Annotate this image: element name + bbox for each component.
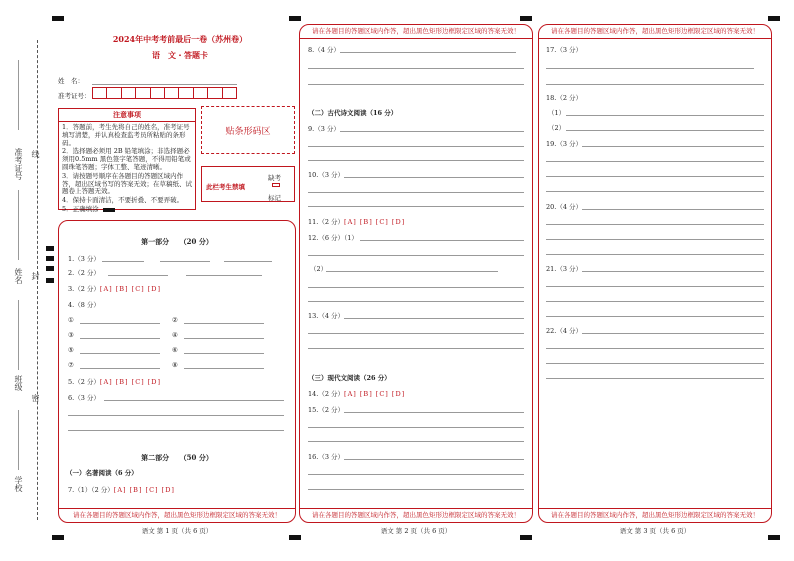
binding-line bbox=[37, 40, 38, 520]
q16-label: 16.（3 分） bbox=[308, 453, 345, 461]
q9-line-1[interactable] bbox=[340, 131, 524, 132]
q4-line-6[interactable] bbox=[184, 353, 264, 354]
q10-line-2[interactable] bbox=[308, 192, 524, 193]
q20-label: 20.（4 分） bbox=[546, 203, 583, 211]
q4-circ-6: ⑥ bbox=[172, 346, 178, 354]
q12-line-1[interactable] bbox=[360, 240, 524, 241]
q15-line-3[interactable] bbox=[308, 441, 524, 442]
page-subtitle: 语 文・答题卡 bbox=[152, 50, 208, 60]
q13-label: 13.（4 分） bbox=[308, 312, 345, 320]
q4-label: 4.（8 分） bbox=[68, 301, 100, 309]
q8-line-1[interactable] bbox=[340, 52, 516, 53]
q10-label: 10.（3 分） bbox=[308, 171, 345, 179]
sec1-title: （一）名著阅读（6 分） bbox=[66, 469, 138, 477]
side-exam-no: 准考证号 bbox=[14, 148, 23, 180]
q18a-line[interactable] bbox=[566, 115, 764, 116]
q4-line-8[interactable] bbox=[184, 368, 264, 369]
page3-warning-top: 请在各题目的答题区域内作答，超出黑色矩形边框限定区域的答案无效！ bbox=[551, 27, 759, 35]
q22-line-2[interactable] bbox=[546, 348, 764, 349]
q19-label: 19.（3 分） bbox=[546, 140, 583, 148]
q19-line-1[interactable] bbox=[582, 146, 764, 147]
side-secret: 密 bbox=[31, 394, 40, 402]
q12-label: 12.（6 分）（1） bbox=[308, 234, 358, 242]
q1-label: 1.（3 分） bbox=[68, 255, 100, 263]
q4-line-7[interactable] bbox=[80, 368, 160, 369]
q15-label: 15.（2 分） bbox=[308, 406, 345, 414]
page2-warning-bottom: 请在各题目的答题区域内作答，超出黑色矩形边框限定区域的答案无效！ bbox=[312, 511, 520, 519]
q2-line-2[interactable] bbox=[186, 275, 262, 276]
q15-line-2[interactable] bbox=[308, 427, 524, 428]
q2-label: 2.（2 分） bbox=[68, 269, 100, 277]
q12-line-2[interactable] bbox=[308, 255, 524, 256]
name-label: 姓 名： bbox=[58, 77, 84, 85]
page2-warning-top: 请在各题目的答题区域内作答，超出黑色矩形边框限定区域的答案无效！ bbox=[312, 27, 520, 35]
absent-box bbox=[201, 166, 295, 202]
q21-line-4[interactable] bbox=[546, 316, 764, 317]
page1-answer-panel bbox=[58, 220, 296, 523]
side-mark-4 bbox=[46, 278, 54, 283]
q6-label: 6.（3 分） bbox=[68, 394, 100, 402]
q12b-label: （2） bbox=[310, 265, 328, 273]
q22-line-3[interactable] bbox=[546, 363, 764, 364]
q6-line-3[interactable] bbox=[68, 430, 284, 431]
q6-line-1[interactable] bbox=[104, 400, 284, 401]
q13-line-2[interactable] bbox=[308, 333, 524, 334]
q3-choices[interactable]: [A] [B] [C] [D] bbox=[99, 285, 162, 293]
q5-choices[interactable]: [A] [B] [C] [D] bbox=[99, 378, 162, 386]
q18b-line[interactable] bbox=[566, 130, 764, 131]
absent-label: 此栏考生禁填 bbox=[206, 183, 245, 191]
q4-line-2[interactable] bbox=[184, 323, 264, 324]
page1-footer: 语文 第 1 页（共 6 页） bbox=[141, 527, 213, 535]
q4-circ-8: ⑧ bbox=[172, 361, 178, 369]
q18-label: 18.（2 分） bbox=[546, 94, 583, 102]
q6-line-2[interactable] bbox=[68, 415, 284, 416]
q4-line-3[interactable] bbox=[80, 338, 160, 339]
q12-line-3[interactable] bbox=[326, 271, 498, 272]
q21-label: 21.（3 分） bbox=[546, 265, 583, 273]
q1-line-1[interactable] bbox=[102, 261, 144, 262]
page1-warn-top bbox=[58, 508, 296, 509]
q22-line-1[interactable] bbox=[582, 333, 764, 334]
q15-line-1[interactable] bbox=[344, 412, 524, 413]
corner-mark-tc1 bbox=[289, 16, 301, 21]
side-mark-1 bbox=[46, 246, 54, 251]
q4-circ-1: ① bbox=[68, 316, 74, 324]
side-name: 姓名 bbox=[14, 268, 23, 284]
q4-line-1[interactable] bbox=[80, 323, 160, 324]
q4-circ-7: ⑦ bbox=[68, 361, 74, 369]
exam-no-boxes[interactable] bbox=[92, 87, 237, 99]
q1-line-3[interactable] bbox=[224, 261, 272, 262]
q20-line-3[interactable] bbox=[546, 239, 764, 240]
q17-label: 17.（3 分） bbox=[546, 46, 583, 54]
q4-circ-3: ③ bbox=[68, 331, 74, 339]
q12-line-4[interactable] bbox=[308, 287, 524, 288]
q2-line-1[interactable] bbox=[108, 275, 168, 276]
notice-item-2: 2．选择题必须用 2B 铅笔填涂；非选择题必须用0.5mm 黑色签字笔答题，不得用铅笔或圆珠笔答题；字体工整、笔迹清晰。 bbox=[62, 147, 191, 171]
notice-box bbox=[58, 108, 196, 213]
notice-item-3: 3．请按题号顺序在各题目的答题区域内作答，超出区域书写的答案无效；在草稿纸、试题卷上答题无效。 bbox=[62, 171, 192, 196]
side-class: 班级 bbox=[14, 375, 23, 391]
q3-label: 3.（2 分）[A] [B] [C] [D] bbox=[68, 285, 162, 293]
absent-checkbox[interactable] bbox=[272, 183, 280, 187]
fill-sample bbox=[103, 208, 115, 212]
q12-line-5[interactable] bbox=[308, 301, 524, 302]
q18a-label: （1） bbox=[548, 109, 566, 117]
side-line: 线 bbox=[31, 150, 40, 158]
q4-circ-5: ⑤ bbox=[68, 346, 74, 354]
q9-line-2[interactable] bbox=[308, 146, 524, 147]
q17-line-2[interactable] bbox=[546, 84, 764, 85]
corner-mark-tr bbox=[768, 16, 780, 21]
name-field[interactable] bbox=[92, 84, 237, 85]
q21-line-2[interactable] bbox=[546, 286, 764, 287]
q9-label: 9.（3 分） bbox=[308, 125, 340, 133]
q4-line-5[interactable] bbox=[80, 353, 160, 354]
page2-answer-panel bbox=[299, 24, 533, 523]
absent-top: 缺考 bbox=[268, 174, 281, 182]
q19-line-2[interactable] bbox=[546, 161, 764, 162]
q19-line-3[interactable] bbox=[546, 176, 764, 177]
corner-mark-tl bbox=[52, 16, 64, 21]
q19-line-4[interactable] bbox=[546, 191, 764, 192]
q13-line-3[interactable] bbox=[308, 348, 524, 349]
q16-line-1[interactable] bbox=[344, 459, 524, 460]
exam-no-label: 准考证号： bbox=[58, 92, 91, 100]
page2-footer: 语文 第 2 页（共 6 页） bbox=[380, 527, 452, 535]
q20-line-1[interactable] bbox=[582, 209, 764, 210]
page-title: 2024年中考考前最后一卷（苏州卷） bbox=[112, 34, 248, 44]
q9-line-3[interactable] bbox=[308, 160, 524, 161]
q11-label: 11.（2 分）[A] [B] [C] [D] bbox=[308, 218, 406, 226]
q1-line-2[interactable] bbox=[160, 261, 210, 262]
q7-label: 7.（1）（2 分）[A] [B] [C] [D] bbox=[68, 486, 175, 494]
notice-item-5: 5．正确填涂 bbox=[62, 204, 99, 213]
q10-line-3[interactable] bbox=[308, 206, 524, 207]
part2-title: 第二部分 （50 分） bbox=[141, 453, 213, 462]
corner-mark-tc2 bbox=[520, 16, 532, 21]
q14-label: 14.（2 分）[A] [B] [C] [D] bbox=[308, 390, 406, 398]
q4-circ-4: ④ bbox=[172, 331, 178, 339]
q5-label: 5.（2 分）[A] [B] [C] [D] bbox=[68, 378, 162, 386]
page1-warning: 请在各题目的答题区域内作答，超出黑色矩形边框限定区域的答案无效！ bbox=[73, 511, 281, 519]
q16-line-2[interactable] bbox=[308, 474, 524, 475]
notice-item-1: 1．答题前，考生先将自己的姓名，准考证号填写清楚，并认真检查监考员所粘贴的条形码。 bbox=[62, 123, 190, 147]
notice-item-4: 4．保持卡面清洁，不要折叠、不要弄破。 bbox=[62, 196, 184, 205]
q8-line-3[interactable] bbox=[308, 84, 524, 85]
q18b-label: （2） bbox=[548, 124, 566, 132]
part1-title: 第一部分 （20 分） bbox=[141, 237, 213, 246]
side-school: 学校 bbox=[14, 476, 23, 492]
q20-line-2[interactable] bbox=[546, 224, 764, 225]
side-mark-2 bbox=[46, 256, 54, 261]
sec3-title: （三）现代文阅读（26 分） bbox=[308, 374, 391, 382]
q8-label: 8.（4 分） bbox=[308, 46, 340, 54]
q10-line-1[interactable] bbox=[344, 177, 524, 178]
page3-warning-bottom: 请在各题目的答题区域内作答，超出黑色矩形边框限定区域的答案无效！ bbox=[551, 511, 759, 519]
q22-line-4[interactable] bbox=[546, 378, 764, 379]
sec2-title: （二）古代诗文阅读（16 分） bbox=[308, 109, 398, 117]
q22-label: 22.（4 分） bbox=[546, 327, 583, 335]
q21-line-3[interactable] bbox=[546, 301, 764, 302]
q11-choices[interactable]: [A] [B] [C] [D] bbox=[344, 218, 406, 226]
q8-line-2[interactable] bbox=[308, 68, 524, 69]
side-mark-3 bbox=[46, 266, 54, 271]
notice-heading: 注意事项 bbox=[59, 109, 195, 122]
side-seal: 封 bbox=[31, 272, 40, 280]
q21-line-1[interactable] bbox=[582, 271, 764, 272]
q16-line-3[interactable] bbox=[308, 489, 524, 490]
q4-circ-2: ② bbox=[172, 316, 178, 324]
barcode-area: 贴条形码区 bbox=[201, 106, 295, 154]
absent-bottom: 标记 bbox=[268, 194, 281, 202]
page3-footer: 语文 第 3 页（共 6 页） bbox=[619, 527, 691, 535]
q14-choices[interactable]: [A] [B] [C] [D] bbox=[344, 390, 406, 398]
q20-line-4[interactable] bbox=[546, 254, 764, 255]
q4-line-4[interactable] bbox=[184, 338, 264, 339]
q17-line-1[interactable] bbox=[546, 68, 754, 69]
q13-line-1[interactable] bbox=[344, 318, 524, 319]
q7-choices[interactable]: [A] [B] [C] [D] bbox=[113, 486, 175, 494]
